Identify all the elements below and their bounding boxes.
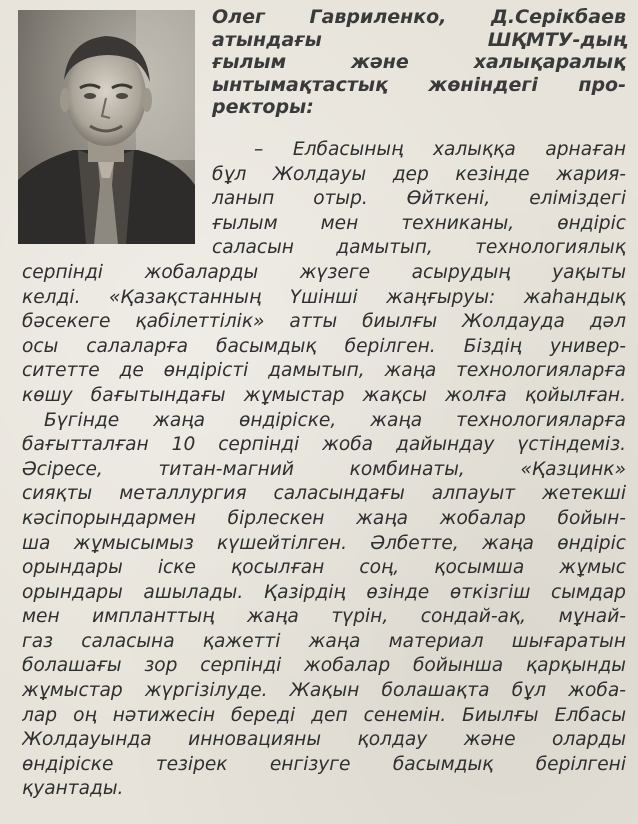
article-line: серпінді жобаларды жүзеге асырудың уақыты xyxy=(22,261,626,283)
article-line: ситетте де өндірісті дамытып, жаңа технологияларға xyxy=(22,360,626,382)
author-byline xyxy=(212,6,626,119)
article-line: бағытталған 10 серпінді жоба дайындау үстіндеміз. xyxy=(22,434,626,456)
article-line: лар оң нәтижесін береді деп сенемін. Биылғы Елбасы xyxy=(22,704,626,726)
article-line: ланып отыр. Өйткені, еліміздегі xyxy=(212,188,626,210)
article-line: кәсіпорындармен бірлескен жаңа жобалар бойын- xyxy=(22,507,626,529)
article-line: келді. «Қазақстанның Үшінші жаңғыруы: жаһандық xyxy=(22,286,626,308)
article-line: бәсекеге қабілеттілік» атты биылғы Жолдауда дәл xyxy=(22,311,626,333)
article-line: осы салаларға басымдық берілген. Біздің универ- xyxy=(22,335,626,357)
article-line: Бүгінде жаңа өндіріске, жаңа технологияларға xyxy=(44,409,626,431)
article-line: саласын дамытып, технологиялық xyxy=(212,237,626,259)
article-line: болашағы зор серпінді жобалар бойынша қарқынды xyxy=(22,655,626,677)
article-line: – Елбасының халыққа арнаған xyxy=(254,139,626,160)
article-line: жұмыстар жүргізілуде. Жақын болашақта бұл жоба- xyxy=(22,680,626,702)
article-line: көшу бағытындағы жұмыстар жақсы жолға қойылған. xyxy=(22,384,626,406)
article-line: өндіріске тезірек енгізуге басымдық берілгені xyxy=(22,753,626,775)
article-line: бұл Жолдауы дер кезінде жария- xyxy=(212,163,626,185)
article-line: сияқты металлургия саласындағы алпауыт жетекші xyxy=(22,483,626,505)
byline-line: ғылым және халықаралық xyxy=(212,51,626,73)
article-line: Әсіресе, титан-магний комбинаты, «Қазцинк» xyxy=(22,458,626,480)
article-line: ша жұмысымыз күшейтілген. Әлбетте, жаңа өндіріс xyxy=(22,532,626,554)
byline-line: Олег Гавриленко, Д.Серікбаев xyxy=(212,6,626,28)
article-line: газ саласына қажетті жаңа материал шығаратын xyxy=(22,630,626,652)
article-line: орындары іске қосылған соң, қосымша жұмыс xyxy=(22,557,626,579)
byline-line: атындағы ШҚМТУ-дың xyxy=(212,28,626,51)
article-line: Жолдауында инновацияны қолдау және оларды xyxy=(22,729,626,751)
article-line: мен импланттың жаңа түрін, сондай-ақ, мұнай- xyxy=(22,606,626,628)
article-body xyxy=(22,138,626,802)
article-line: орындары ашылады. Қазірдің өзінде өткізгіш сымдар xyxy=(22,581,626,603)
article-line: қуантады. xyxy=(22,778,124,800)
article-line: ғылым мен техниканы, өндіріс xyxy=(212,212,626,234)
byline-line: ректоры: xyxy=(212,96,314,118)
byline-line: ынтымақтастық жөніндегі про- xyxy=(212,73,626,96)
